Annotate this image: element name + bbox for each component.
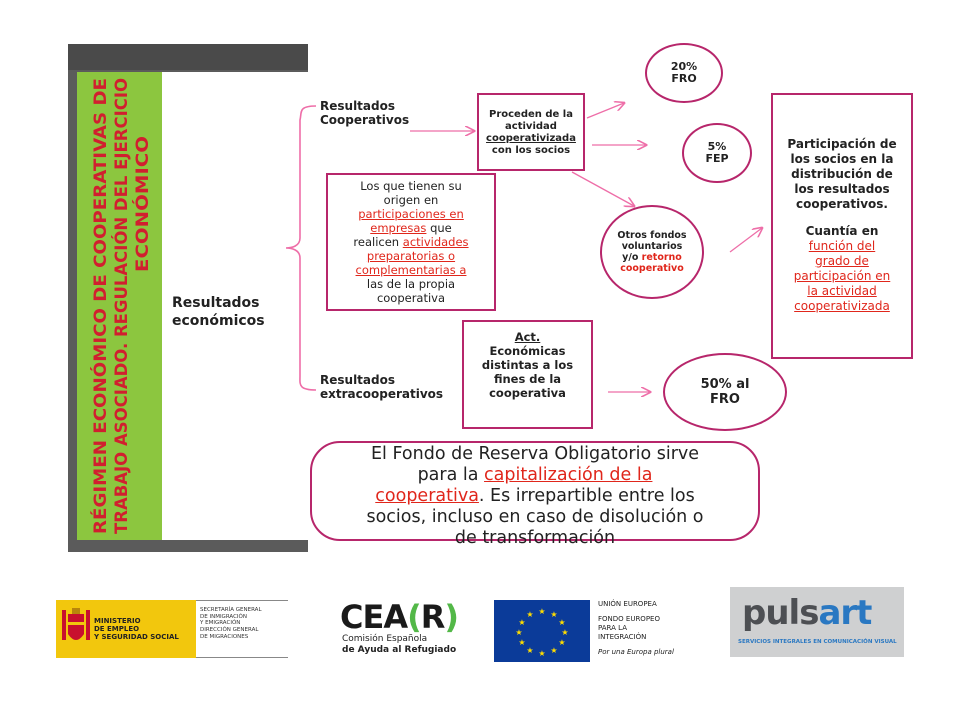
eu-flag-icon xyxy=(494,600,590,662)
svg-text:★: ★ xyxy=(526,646,534,655)
svg-text:★: ★ xyxy=(550,646,558,655)
curly-bracket xyxy=(286,106,316,390)
ministerio-logo: MINISTERIO DE EMPLEO Y SEGURIDAD SOCIAL SECRETARÍA GENERAL DE INMIGRACIÓN Y EMIGRACIÓN DIRECCIÓN GENERAL DE MIGRACIONES xyxy=(56,600,288,658)
svg-text:★: ★ xyxy=(558,638,566,647)
pulsart-logo: pulsart SERVICIOS INTEGRALES EN COMUNICACIÓN VISUAL xyxy=(730,587,904,657)
cear-logo: CEA(R) Comisión Española de Ayuda al Refugiado xyxy=(340,598,458,655)
svg-text:★: ★ xyxy=(538,607,546,616)
circle-20-fro: 20% FRO xyxy=(645,43,723,103)
vertical-title-line-3: ECONÓMICO xyxy=(133,158,152,272)
arrow-proceden-to-otros xyxy=(572,172,634,206)
circle-5-fep: 5% FEP xyxy=(682,123,752,183)
fro-note-box: El Fondo de Reserva Obligatorio sirve para la capitalización de la cooperativa. Es irrepartible entre los socios, incluso en caso de disolución o de transformación xyxy=(310,441,760,541)
svg-text:★: ★ xyxy=(515,628,523,637)
resultados-cooperativos-label: Resultados Cooperativos xyxy=(320,99,410,127)
arrow-otros-to-participacion xyxy=(730,228,762,252)
resultados-extracooperativos-label: Resultados extracooperativos xyxy=(320,373,444,401)
participacion-box: Participación de los socios en la distribución de los resultados cooperativos. Cuantía en función del grado de participación en la actividad cooperativizada xyxy=(771,93,913,359)
circle-50-fro: 50% al FRO xyxy=(663,353,787,431)
resultados-economicos-label: Resultados económicos xyxy=(172,295,265,329)
svg-text:★: ★ xyxy=(558,618,566,627)
spain-coat-of-arms-icon xyxy=(62,606,90,652)
svg-text:★: ★ xyxy=(538,649,546,658)
actividades-economicas-box: Act. Económicas distintas a los fines de la cooperativa xyxy=(462,320,593,429)
vertical-title-line-2: TRABAJO ASOCIADO. REGULACIÓN DEL EJERCICIO xyxy=(112,77,131,534)
eu-logo: ★ ★ ★ ★ ★ ★ ★ ★ ★ ★ ★ ★ UNIÓN EUROPEA FONDO EUROPEO PARA LA INTEGRACIÓN Por una Europa plural xyxy=(494,600,709,662)
svg-text:★: ★ xyxy=(550,610,558,619)
svg-text:★: ★ xyxy=(518,618,526,627)
proceden-box: Proceden de la actividad cooperativizada con los socios xyxy=(477,93,585,171)
arrow-proceden-to-20 xyxy=(587,103,624,118)
svg-text:★: ★ xyxy=(518,638,526,647)
origen-box: Los que tienen su origen en participaciones en empresas que realicen actividades preparatorias o complementarias a las de la propia cooperativa xyxy=(326,173,496,311)
circle-otros-fondos: Otros fondos voluntarios y/o retorno cooperativo xyxy=(600,205,704,299)
svg-text:★: ★ xyxy=(561,628,569,637)
svg-text:★: ★ xyxy=(526,610,534,619)
vertical-title-line-1: RÉGIMEN ECONÓMICO DE COOPERATIVAS DE xyxy=(91,120,110,534)
